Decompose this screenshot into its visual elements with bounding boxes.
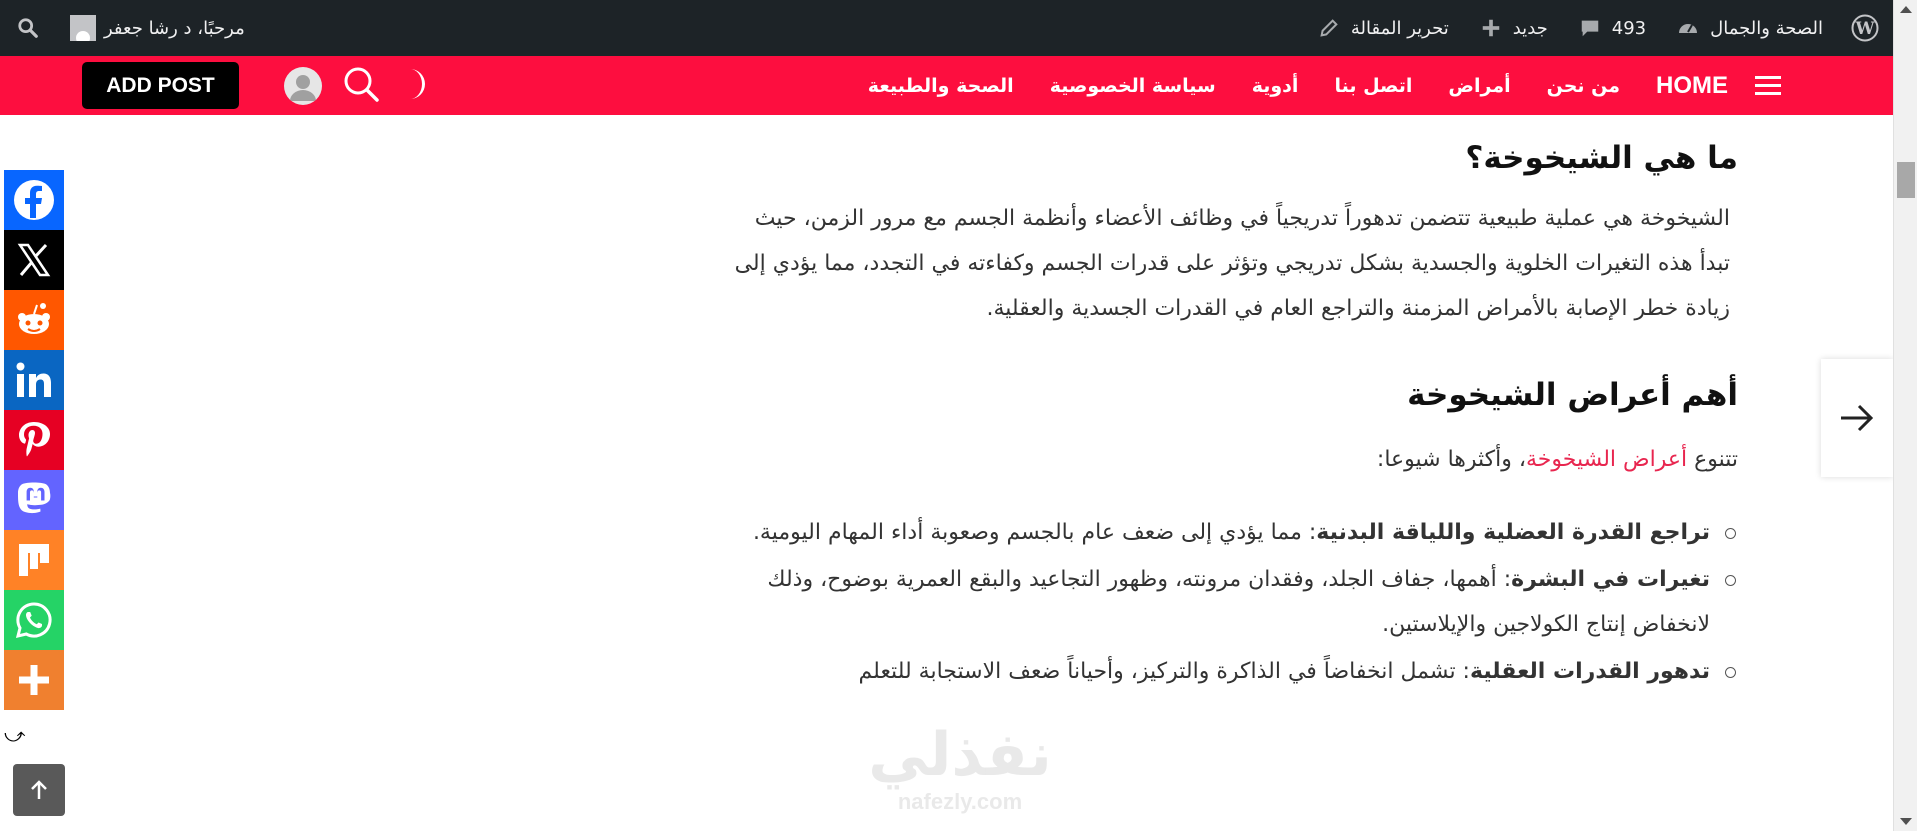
list-item bbox=[728, 510, 1710, 555]
watermark-text: نفذلي bbox=[868, 720, 1052, 790]
search-icon[interactable] bbox=[342, 65, 380, 107]
paragraph-aging-definition: الشيخوخة هي عملية طبيعية تتضمن تدهوراً تدريجياً في وظائف الأعضاء وأنظمة الجسم مع مرور الزمن، حيث تبدأ هذه التغيرات الخلوية والجسدية بشكل تدريجي وتؤثر على قدرات الجسم وكفاءته في التجدد، مما يؤدي إلى زيادة خطر الإصابة بالأمراض المزمنة والتراجع العام في القدرات الجسدية والعقلية. bbox=[734, 206, 1730, 321]
dark-mode-moon-icon[interactable] bbox=[400, 65, 434, 107]
wp-admin-bar bbox=[0, 0, 1893, 56]
back-to-top-button[interactable] bbox=[13, 764, 65, 816]
section-heading-what-is-aging: ما هي الشيخوخة؟ bbox=[1465, 140, 1738, 176]
plus-icon bbox=[1477, 14, 1505, 42]
new-label: جديد bbox=[1512, 17, 1548, 39]
list-item-title: تراجع القدرة العضلية واللياقة البدنية bbox=[1316, 520, 1710, 545]
list-item bbox=[728, 557, 1710, 647]
intro-text-after: ، وأكثرها شيوعا: bbox=[1376, 447, 1526, 472]
arrow-up-icon bbox=[29, 779, 49, 801]
symptoms-link[interactable]: أعراض الشيخوخة bbox=[1525, 447, 1688, 472]
pencil-icon bbox=[1315, 14, 1343, 42]
svg-text:W: W bbox=[1855, 19, 1875, 39]
list-item-text: : تشمل انخفاضاً في الذاكرة والتركيز، وأحياناً ضعف الاستجابة للتعلم bbox=[858, 659, 1470, 684]
avatar bbox=[70, 15, 96, 41]
facebook-share-button[interactable] bbox=[4, 170, 64, 230]
comment-bubble-icon bbox=[1576, 14, 1604, 42]
nav-item-privacy[interactable]: سياسة الخصوصية bbox=[1049, 74, 1216, 97]
wordpress-logo-icon bbox=[1851, 14, 1879, 42]
list-item bbox=[728, 649, 1710, 694]
comments-count: 493 bbox=[1611, 17, 1647, 39]
mastodon-icon bbox=[14, 479, 54, 521]
edit-post-link[interactable] bbox=[1301, 0, 1463, 56]
linkedin-share-button[interactable] bbox=[4, 350, 64, 410]
social-share-bar bbox=[4, 170, 64, 710]
list-item-text: : مما يؤدي إلى ضعف عام بالجسم وصعوبة أداء المهام اليومية. bbox=[752, 520, 1317, 545]
symptoms-intro bbox=[728, 437, 1738, 482]
list-item-title: تدهور القدرات العقلية bbox=[1469, 659, 1710, 684]
new-content-menu[interactable] bbox=[1463, 0, 1562, 56]
arrow-right-icon bbox=[1839, 403, 1875, 433]
nav-item-about[interactable]: من نحن bbox=[1546, 74, 1620, 97]
pinterest-share-button[interactable] bbox=[4, 410, 64, 470]
reddit-share-button[interactable] bbox=[4, 290, 64, 350]
vertical-scrollbar[interactable] bbox=[1893, 0, 1917, 831]
reddit-icon bbox=[13, 299, 55, 341]
facebook-icon bbox=[12, 178, 56, 222]
watermark bbox=[850, 720, 1070, 820]
user-account-icon[interactable] bbox=[284, 67, 322, 105]
article-content bbox=[728, 140, 1738, 696]
my-account-menu[interactable] bbox=[56, 0, 259, 56]
scroll-down-arrow-icon[interactable] bbox=[1900, 818, 1912, 825]
scroll-up-arrow-icon[interactable] bbox=[1900, 6, 1912, 13]
wordpress-menu[interactable] bbox=[1837, 0, 1893, 56]
hamburger-menu-icon[interactable] bbox=[1755, 74, 1781, 100]
watermark-subtext: nafezly.com bbox=[897, 789, 1023, 814]
nav-item-contact[interactable]: اتصل بنا bbox=[1334, 74, 1413, 97]
list-item-text: : أهمها، جفاف الجلد، وفقدان مرونته، وظهور التجاعيد والبقع العمرية بوضوح، وذلك لانخفاض إنتاج الكولاجين والإيلاستين. bbox=[767, 567, 1710, 637]
nav-item-medicines[interactable]: أدوية bbox=[1251, 74, 1299, 97]
site-name-menu[interactable] bbox=[1660, 0, 1837, 56]
greeting-text: مرحبًا، د رشا جعفر bbox=[104, 17, 245, 39]
mix-icon bbox=[16, 541, 52, 579]
x-share-button[interactable] bbox=[4, 230, 64, 290]
nav-item-health-nature[interactable]: الصحة والطبيعة bbox=[867, 74, 1014, 97]
symptoms-list bbox=[728, 510, 1738, 694]
mastodon-share-button[interactable] bbox=[4, 470, 64, 530]
dashboard-gauge-icon bbox=[1674, 14, 1702, 42]
nav-item-home[interactable]: HOME bbox=[1656, 71, 1728, 99]
more-share-button[interactable] bbox=[4, 650, 64, 710]
admin-search-button[interactable] bbox=[0, 0, 56, 56]
list-item-title: تغيرات في البشرة bbox=[1511, 567, 1710, 592]
edit-label: تحرير المقالة bbox=[1350, 17, 1449, 39]
collapse-share-icon[interactable]: ⤻ bbox=[4, 723, 26, 747]
site-name: الصحة والجمال bbox=[1710, 17, 1823, 39]
plus-icon bbox=[17, 663, 51, 697]
linkedin-icon bbox=[14, 360, 54, 400]
comments-link[interactable] bbox=[1562, 0, 1660, 56]
main-navigation bbox=[0, 56, 1893, 115]
pinterest-icon bbox=[14, 419, 54, 461]
add-post-button[interactable]: ADD POST bbox=[82, 62, 239, 109]
intro-text-before: تتنوع bbox=[1687, 447, 1738, 472]
search-icon bbox=[14, 14, 42, 42]
section-heading-symptoms: أهم أعراض الشيخوخة bbox=[1407, 377, 1738, 413]
whatsapp-share-button[interactable] bbox=[4, 590, 64, 650]
next-post-button[interactable] bbox=[1821, 359, 1893, 477]
mix-share-button[interactable] bbox=[4, 530, 64, 590]
x-logo-icon bbox=[16, 242, 52, 278]
scrollbar-thumb[interactable] bbox=[1897, 162, 1915, 198]
nav-item-diseases[interactable]: أمراض bbox=[1448, 74, 1511, 97]
whatsapp-icon bbox=[14, 600, 54, 640]
